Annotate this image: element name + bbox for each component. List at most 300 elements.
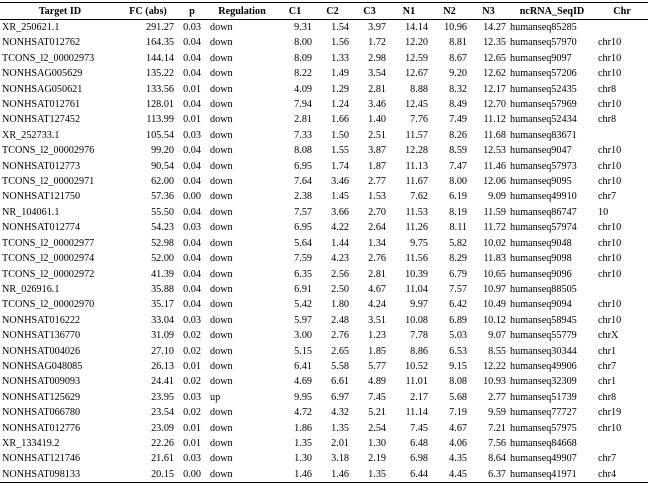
column-header-fc-abs: FC (abs) bbox=[120, 3, 176, 20]
cell-c3: 1.40 bbox=[368, 114, 386, 126]
cell-p-value: 0.01 bbox=[183, 360, 201, 372]
cell-target-id: NONHSAT012761 bbox=[2, 99, 81, 111]
cell-n3: 9.09 bbox=[488, 191, 506, 203]
cell-regulation: down bbox=[210, 237, 233, 249]
cell-target-id: NONHSAT012762 bbox=[2, 37, 81, 49]
cell-c1: 6.41 bbox=[294, 360, 312, 372]
cell-c1: 6.95 bbox=[294, 222, 312, 234]
cell-c2: 1.50 bbox=[331, 129, 349, 141]
cell-chr: chr10 bbox=[598, 222, 622, 234]
cell-c2: 2.50 bbox=[331, 283, 349, 295]
cell-target-id: NONHSAT009093 bbox=[2, 376, 81, 388]
cell-n3: 12.22 bbox=[483, 360, 506, 372]
cell-fc-abs: 23.09 bbox=[151, 422, 174, 434]
cell-n2: 8.32 bbox=[449, 83, 467, 95]
cell-n3: 9.59 bbox=[488, 407, 506, 419]
cell-c2: 4.22 bbox=[331, 222, 349, 234]
cell-n1: 11.13 bbox=[405, 160, 428, 172]
cell-chr: chr1 bbox=[598, 376, 617, 388]
cell-c2: 6.97 bbox=[331, 391, 349, 403]
table-row bbox=[0, 128, 648, 143]
cell-fc-abs: 20.15 bbox=[120, 467, 176, 483]
cell-p-value: 0.02 bbox=[183, 345, 201, 357]
cell-chr: chr10 bbox=[598, 99, 622, 111]
cell-n1: 12.20 bbox=[405, 37, 428, 49]
cell-n3: 10.93 bbox=[483, 376, 506, 388]
cell-n1: 10.52 bbox=[405, 360, 428, 372]
cell-c1: 4.09 bbox=[294, 83, 312, 95]
cell-c1: 5.42 bbox=[294, 299, 312, 311]
cell-n1: 7.45 bbox=[410, 422, 428, 434]
cell-c1: 1.46 bbox=[276, 467, 314, 483]
cell-chr bbox=[596, 20, 648, 36]
cell-chr bbox=[596, 128, 648, 143]
cell-n1: 10.08 bbox=[405, 314, 428, 326]
cell-ncrna-seqid: humanseq9094 bbox=[510, 299, 572, 311]
cell-ncrna-seqid: humanseq52435 bbox=[510, 83, 577, 95]
cell-p-value: 0.04 bbox=[183, 37, 201, 49]
cell-chr: chr8 bbox=[598, 114, 617, 126]
cell-c1: 8.08 bbox=[294, 145, 312, 157]
cell-p-value: 0.03 bbox=[183, 314, 201, 326]
cell-n3: 12.62 bbox=[483, 68, 506, 80]
cell-ncrna-seqid: humanseq49910 bbox=[510, 191, 577, 203]
table-row bbox=[0, 97, 648, 112]
cell-regulation: down bbox=[210, 283, 233, 295]
cell-c1: 5.15 bbox=[294, 345, 312, 357]
cell-fc-abs: 90.54 bbox=[151, 160, 174, 172]
cell-c3: 3.87 bbox=[368, 145, 386, 157]
cell-c1: 9.31 bbox=[294, 22, 312, 33]
cell-c1: 3.00 bbox=[294, 330, 312, 342]
table-row bbox=[0, 112, 648, 127]
cell-chr: chr10 bbox=[598, 422, 622, 434]
cell-fc-abs: 113.99 bbox=[146, 114, 174, 126]
cell-p-value: 0.01 bbox=[183, 114, 201, 126]
cell-n3: 11.68 bbox=[483, 129, 506, 141]
cell-ncrna-seqid: humanseq85285 bbox=[510, 22, 577, 33]
cell-n1: 2.17 bbox=[410, 391, 428, 403]
cell-c1: 9.95 bbox=[294, 391, 312, 403]
cell-n3: 12.17 bbox=[483, 83, 506, 95]
cell-n2: 8.08 bbox=[449, 376, 467, 388]
cell-chr: chr10 bbox=[598, 253, 622, 265]
cell-n1: 11.57 bbox=[405, 129, 428, 141]
cell-regulation: down bbox=[210, 422, 233, 434]
cell-n2: 8.26 bbox=[449, 129, 467, 141]
cell-n2: 8.59 bbox=[449, 145, 467, 157]
cell-fc-abs: 164.35 bbox=[145, 37, 174, 49]
column-header-n2: N2 bbox=[430, 3, 469, 20]
cell-n2: 5.68 bbox=[449, 391, 467, 403]
cell-regulation: down bbox=[210, 314, 233, 326]
cell-p-value: 0.00 bbox=[183, 191, 201, 203]
cell-regulation: down bbox=[210, 68, 233, 80]
table-row bbox=[0, 313, 648, 328]
cell-ncrna-seqid: humanseq41971 bbox=[508, 467, 596, 483]
cell-fc-abs: 54.23 bbox=[151, 222, 174, 234]
cell-n2: 8.81 bbox=[449, 37, 467, 49]
cell-target-id: TCONS_l2_00002970 bbox=[2, 299, 95, 311]
cell-c3: 1.30 bbox=[368, 437, 386, 449]
cell-regulation: down bbox=[210, 345, 233, 357]
cell-n1: 6.48 bbox=[410, 437, 428, 449]
cell-n1: 7.78 bbox=[410, 330, 428, 342]
cell-fc-abs: 27.10 bbox=[151, 345, 174, 357]
cell-target-id: NONHSAT136770 bbox=[2, 330, 81, 342]
column-header-c1: C1 bbox=[276, 3, 314, 20]
cell-target-id: XR_252733.1 bbox=[2, 129, 60, 141]
cell-c3: 2.76 bbox=[368, 253, 386, 265]
cell-n3: 12.53 bbox=[483, 145, 506, 157]
cell-p-value: 0.04 bbox=[183, 99, 201, 111]
cell-p-value: 0.04 bbox=[183, 237, 201, 249]
cell-chr: chr10 bbox=[598, 160, 622, 172]
cell-chr: chr10 bbox=[598, 314, 622, 326]
cell-c3: 2.77 bbox=[368, 176, 386, 188]
cell-p-value: 0.04 bbox=[183, 253, 201, 265]
cell-c2: 2.76 bbox=[331, 330, 349, 342]
cell-chr: chr7 bbox=[598, 453, 617, 465]
cell-c1: 6.91 bbox=[294, 283, 312, 295]
cell-n2: 6.89 bbox=[449, 314, 467, 326]
cell-c3: 3.51 bbox=[368, 314, 386, 326]
cell-c2: 2.01 bbox=[331, 437, 349, 449]
cell-regulation: down bbox=[210, 129, 233, 141]
cell-n2: 8.19 bbox=[449, 206, 467, 218]
cell-regulation: down bbox=[210, 176, 233, 188]
cell-c3: 2.54 bbox=[368, 422, 386, 434]
cell-c1: 6.95 bbox=[294, 160, 312, 172]
cell-ncrna-seqid: humanseq57969 bbox=[510, 99, 577, 111]
cell-regulation: down bbox=[210, 99, 233, 111]
cell-p-value: 0.04 bbox=[183, 52, 201, 64]
cell-target-id: TCONS_l2_00002971 bbox=[2, 176, 95, 188]
table-row bbox=[0, 236, 648, 251]
cell-regulation: down bbox=[210, 114, 233, 126]
cell-n1: 8.88 bbox=[410, 83, 428, 95]
table-row bbox=[0, 451, 648, 466]
cell-target-id: NONHSAT098133 bbox=[0, 467, 120, 483]
cell-c2: 1.35 bbox=[331, 422, 349, 434]
cell-c2: 6.61 bbox=[331, 376, 349, 388]
cell-fc-abs: 41.39 bbox=[151, 268, 174, 280]
cell-target-id: NONHSAT012774 bbox=[2, 222, 81, 234]
cell-p-value: 0.04 bbox=[183, 283, 201, 295]
cell-n1: 11.26 bbox=[405, 222, 428, 234]
cell-c2: 1.46 bbox=[314, 467, 351, 483]
cell-ncrna-seqid: humanseq32309 bbox=[510, 376, 577, 388]
cell-c3: 1.87 bbox=[368, 160, 386, 172]
cell-p-value: 0.04 bbox=[183, 176, 201, 188]
cell-ncrna-seqid: humanseq9098 bbox=[510, 253, 572, 265]
cell-n2: 5.82 bbox=[449, 237, 467, 249]
cell-n2: 6.19 bbox=[449, 191, 467, 203]
table-row bbox=[0, 20, 648, 36]
cell-p-value: 0.04 bbox=[183, 299, 201, 311]
cell-n2: 5.03 bbox=[449, 330, 467, 342]
cell-p-value: 0.00 bbox=[176, 467, 208, 483]
cell-p-value: 0.03 bbox=[183, 222, 201, 234]
cell-fc-abs: 291.27 bbox=[145, 22, 174, 33]
cell-c3: 3.97 bbox=[368, 22, 386, 33]
cell-c3: 2.51 bbox=[368, 129, 386, 141]
cell-c2: 1.66 bbox=[331, 114, 349, 126]
cell-n3: 11.72 bbox=[483, 222, 506, 234]
cell-n3: 2.77 bbox=[488, 391, 506, 403]
cell-n2: 7.57 bbox=[449, 283, 467, 295]
cell-n3: 10.02 bbox=[483, 237, 506, 249]
cell-n2: 8.49 bbox=[449, 99, 467, 111]
cell-ncrna-seqid: humanseq9047 bbox=[510, 145, 572, 157]
cell-c3: 5.77 bbox=[368, 360, 386, 372]
column-header-chr: Chr bbox=[596, 3, 648, 20]
cell-c1: 8.09 bbox=[294, 52, 312, 64]
ncrna-expression-table bbox=[0, 2, 648, 483]
cell-p-value: 0.02 bbox=[183, 407, 201, 419]
cell-c3: 1.35 bbox=[351, 467, 388, 483]
cell-fc-abs: 128.01 bbox=[145, 99, 174, 111]
table-row bbox=[0, 51, 648, 66]
cell-chr: chr10 bbox=[598, 68, 622, 80]
cell-chr: chr10 bbox=[598, 145, 622, 157]
cell-n1: 9.97 bbox=[410, 299, 428, 311]
cell-fc-abs: 144.14 bbox=[145, 52, 174, 64]
cell-n2: 4.35 bbox=[449, 453, 467, 465]
cell-n3: 11.46 bbox=[483, 160, 506, 172]
cell-ncrna-seqid: humanseq9048 bbox=[510, 237, 572, 249]
cell-c2: 1.56 bbox=[331, 37, 349, 49]
table-row bbox=[0, 359, 648, 374]
cell-p-value: 0.03 bbox=[183, 453, 201, 465]
cell-target-id: NONHSAT004026 bbox=[2, 345, 81, 357]
cell-n1: 9.75 bbox=[410, 237, 428, 249]
column-header-c3: C3 bbox=[351, 3, 388, 20]
cell-c2: 3.46 bbox=[331, 176, 349, 188]
cell-c3: 4.89 bbox=[368, 376, 386, 388]
cell-ncrna-seqid: humanseq86747 bbox=[510, 206, 577, 218]
cell-n3: 10.12 bbox=[483, 314, 506, 326]
column-header-n1: N1 bbox=[388, 3, 430, 20]
cell-regulation: down bbox=[210, 191, 233, 203]
cell-c1: 1.86 bbox=[294, 422, 312, 434]
cell-fc-abs: 31.09 bbox=[151, 330, 174, 342]
cell-n2: 9.20 bbox=[449, 68, 467, 80]
cell-ncrna-seqid: humanseq77727 bbox=[510, 407, 577, 419]
cell-target-id: NONHSAT012773 bbox=[2, 160, 81, 172]
cell-regulation: down bbox=[208, 467, 276, 483]
cell-ncrna-seqid: humanseq9095 bbox=[510, 176, 572, 188]
cell-fc-abs: 105.54 bbox=[145, 129, 174, 141]
cell-c2: 1.80 bbox=[331, 299, 349, 311]
cell-c1: 1.35 bbox=[294, 437, 312, 449]
cell-c1: 8.00 bbox=[294, 37, 312, 49]
cell-p-value: 0.01 bbox=[183, 83, 201, 95]
cell-n1: 6.44 bbox=[388, 467, 430, 483]
cell-n1: 12.45 bbox=[405, 99, 428, 111]
cell-c1: 1.30 bbox=[294, 453, 312, 465]
cell-n1: 6.98 bbox=[410, 453, 428, 465]
cell-regulation: down bbox=[210, 83, 233, 95]
cell-ncrna-seqid: humanseq57973 bbox=[510, 160, 577, 172]
cell-target-id: TCONS_l2_00002973 bbox=[2, 52, 95, 64]
cell-regulation: down bbox=[210, 268, 233, 280]
cell-c2: 1.74 bbox=[331, 160, 349, 172]
cell-ncrna-seqid: humanseq57975 bbox=[510, 422, 577, 434]
table-row bbox=[0, 390, 648, 405]
cell-c1: 6.35 bbox=[294, 268, 312, 280]
cell-n1: 11.14 bbox=[405, 407, 428, 419]
cell-c2: 1.44 bbox=[331, 237, 349, 249]
cell-c2: 2.48 bbox=[331, 314, 349, 326]
table-header-row bbox=[0, 3, 648, 20]
cell-n3: 12.06 bbox=[483, 176, 506, 188]
cell-regulation: down bbox=[210, 22, 233, 33]
cell-n3: 12.65 bbox=[483, 52, 506, 64]
cell-fc-abs: 55.50 bbox=[151, 206, 174, 218]
cell-fc-abs: 52.00 bbox=[151, 253, 174, 265]
cell-target-id: XR_133419.2 bbox=[2, 437, 60, 449]
cell-c2: 3.66 bbox=[331, 206, 349, 218]
cell-c2: 1.49 bbox=[331, 68, 349, 80]
cell-c3: 1.53 bbox=[368, 191, 386, 203]
cell-n1: 11.04 bbox=[405, 283, 428, 295]
table-row bbox=[0, 344, 648, 359]
cell-ncrna-seqid: humanseq57206 bbox=[510, 68, 577, 80]
cell-regulation: up bbox=[210, 391, 221, 403]
cell-c1: 7.64 bbox=[294, 176, 312, 188]
cell-ncrna-seqid: humanseq58945 bbox=[510, 314, 577, 326]
cell-chr bbox=[596, 436, 648, 451]
cell-n3: 8.55 bbox=[488, 345, 506, 357]
cell-target-id: NR_104061.1 bbox=[2, 206, 60, 218]
cell-fc-abs: 23.95 bbox=[151, 391, 174, 403]
cell-n2: 8.67 bbox=[449, 52, 467, 64]
cell-n2: 4.67 bbox=[449, 422, 467, 434]
cell-n3: 11.12 bbox=[483, 114, 506, 126]
cell-chr bbox=[596, 282, 648, 297]
cell-c1: 5.97 bbox=[294, 314, 312, 326]
cell-c3: 2.81 bbox=[368, 83, 386, 95]
cell-fc-abs: 26.13 bbox=[151, 360, 174, 372]
cell-chr: chr10 bbox=[598, 237, 622, 249]
cell-p-value: 0.04 bbox=[183, 145, 201, 157]
cell-n2: 7.19 bbox=[449, 407, 467, 419]
cell-p-value: 0.01 bbox=[183, 437, 201, 449]
cell-n2: 6.79 bbox=[449, 268, 467, 280]
cell-p-value: 0.03 bbox=[183, 129, 201, 141]
cell-chr: chr10 bbox=[598, 52, 622, 64]
cell-ncrna-seqid: humanseq83671 bbox=[510, 129, 577, 141]
cell-n2: 8.29 bbox=[449, 253, 467, 265]
cell-chr: chr4 bbox=[596, 467, 648, 483]
column-header-n3: N3 bbox=[469, 3, 508, 20]
cell-n2: 9.15 bbox=[449, 360, 467, 372]
cell-target-id: NR_026916.1 bbox=[2, 283, 60, 295]
cell-n3: 7.56 bbox=[488, 437, 506, 449]
cell-c3: 1.23 bbox=[368, 330, 386, 342]
cell-target-id: NONHSAG005629 bbox=[2, 68, 83, 80]
cell-c3: 7.45 bbox=[368, 391, 386, 403]
cell-c1: 7.94 bbox=[294, 99, 312, 111]
cell-ncrna-seqid: humanseq49906 bbox=[510, 360, 577, 372]
cell-regulation: down bbox=[210, 437, 233, 449]
cell-fc-abs: 135.22 bbox=[145, 68, 174, 80]
cell-c3: 2.64 bbox=[368, 222, 386, 234]
cell-fc-abs: 22.26 bbox=[151, 437, 174, 449]
cell-c3: 2.70 bbox=[368, 206, 386, 218]
cell-fc-abs: 62.00 bbox=[151, 176, 174, 188]
cell-ncrna-seqid: humanseq49907 bbox=[510, 453, 577, 465]
cell-fc-abs: 133.56 bbox=[145, 83, 174, 95]
cell-target-id: NONHSAT066780 bbox=[2, 407, 81, 419]
cell-ncrna-seqid: humanseq55779 bbox=[510, 330, 577, 342]
cell-p-value: 0.01 bbox=[183, 422, 201, 434]
cell-n1: 11.01 bbox=[405, 376, 428, 388]
cell-target-id: TCONS_l2_00002976 bbox=[2, 145, 95, 157]
cell-c2: 5.58 bbox=[331, 360, 349, 372]
cell-c2: 4.23 bbox=[331, 253, 349, 265]
cell-c1: 2.38 bbox=[294, 191, 312, 203]
cell-c2: 2.56 bbox=[331, 268, 349, 280]
cell-n2: 7.49 bbox=[449, 114, 467, 126]
cell-ncrna-seqid: humanseq57974 bbox=[510, 222, 577, 234]
cell-fc-abs: 35.88 bbox=[151, 283, 174, 295]
cell-c3: 2.19 bbox=[368, 453, 386, 465]
table-row bbox=[0, 35, 648, 50]
cell-ncrna-seqid: humanseq51739 bbox=[510, 391, 577, 403]
cell-ncrna-seqid: humanseq57970 bbox=[510, 37, 577, 49]
cell-c2: 1.45 bbox=[331, 191, 349, 203]
cell-c3: 2.81 bbox=[368, 268, 386, 280]
cell-chr: chr10 bbox=[598, 37, 622, 49]
table-row bbox=[0, 189, 648, 204]
cell-c1: 8.22 bbox=[294, 68, 312, 80]
cell-c3: 1.34 bbox=[368, 237, 386, 249]
cell-n1: 12.67 bbox=[405, 68, 428, 80]
table-row bbox=[0, 467, 648, 483]
cell-ncrna-seqid: humanseq9097 bbox=[510, 52, 572, 64]
column-header-p-value: p bbox=[176, 3, 208, 20]
cell-n1: 11.56 bbox=[405, 253, 428, 265]
cell-n3: 10.65 bbox=[483, 268, 506, 280]
cell-n1: 7.62 bbox=[410, 191, 428, 203]
cell-chr: chr10 bbox=[598, 268, 622, 280]
cell-c2: 4.32 bbox=[331, 407, 349, 419]
cell-p-value: 0.04 bbox=[183, 268, 201, 280]
table-row bbox=[0, 328, 648, 343]
cell-regulation: down bbox=[210, 37, 233, 49]
table-row bbox=[0, 374, 648, 389]
cell-n3: 14.27 bbox=[483, 22, 506, 33]
cell-regulation: down bbox=[210, 206, 233, 218]
cell-chr: chr7 bbox=[598, 360, 617, 372]
cell-n2: 10.96 bbox=[444, 22, 467, 33]
cell-fc-abs: 35.17 bbox=[151, 299, 174, 311]
cell-fc-abs: 33.04 bbox=[151, 314, 174, 326]
cell-c1: 5.64 bbox=[294, 237, 312, 249]
cell-fc-abs: 24.41 bbox=[151, 376, 174, 388]
cell-c2: 2.65 bbox=[331, 345, 349, 357]
cell-ncrna-seqid: humanseq52434 bbox=[510, 114, 577, 126]
cell-regulation: down bbox=[210, 52, 233, 64]
cell-regulation: down bbox=[210, 407, 233, 419]
cell-n2: 7.47 bbox=[449, 160, 467, 172]
cell-fc-abs: 23.54 bbox=[151, 407, 174, 419]
column-header-ncrna-seqid: ncRNA_SeqID bbox=[508, 3, 596, 20]
cell-c1: 2.81 bbox=[294, 114, 312, 126]
cell-target-id: TCONS_l2_00002972 bbox=[2, 268, 95, 280]
